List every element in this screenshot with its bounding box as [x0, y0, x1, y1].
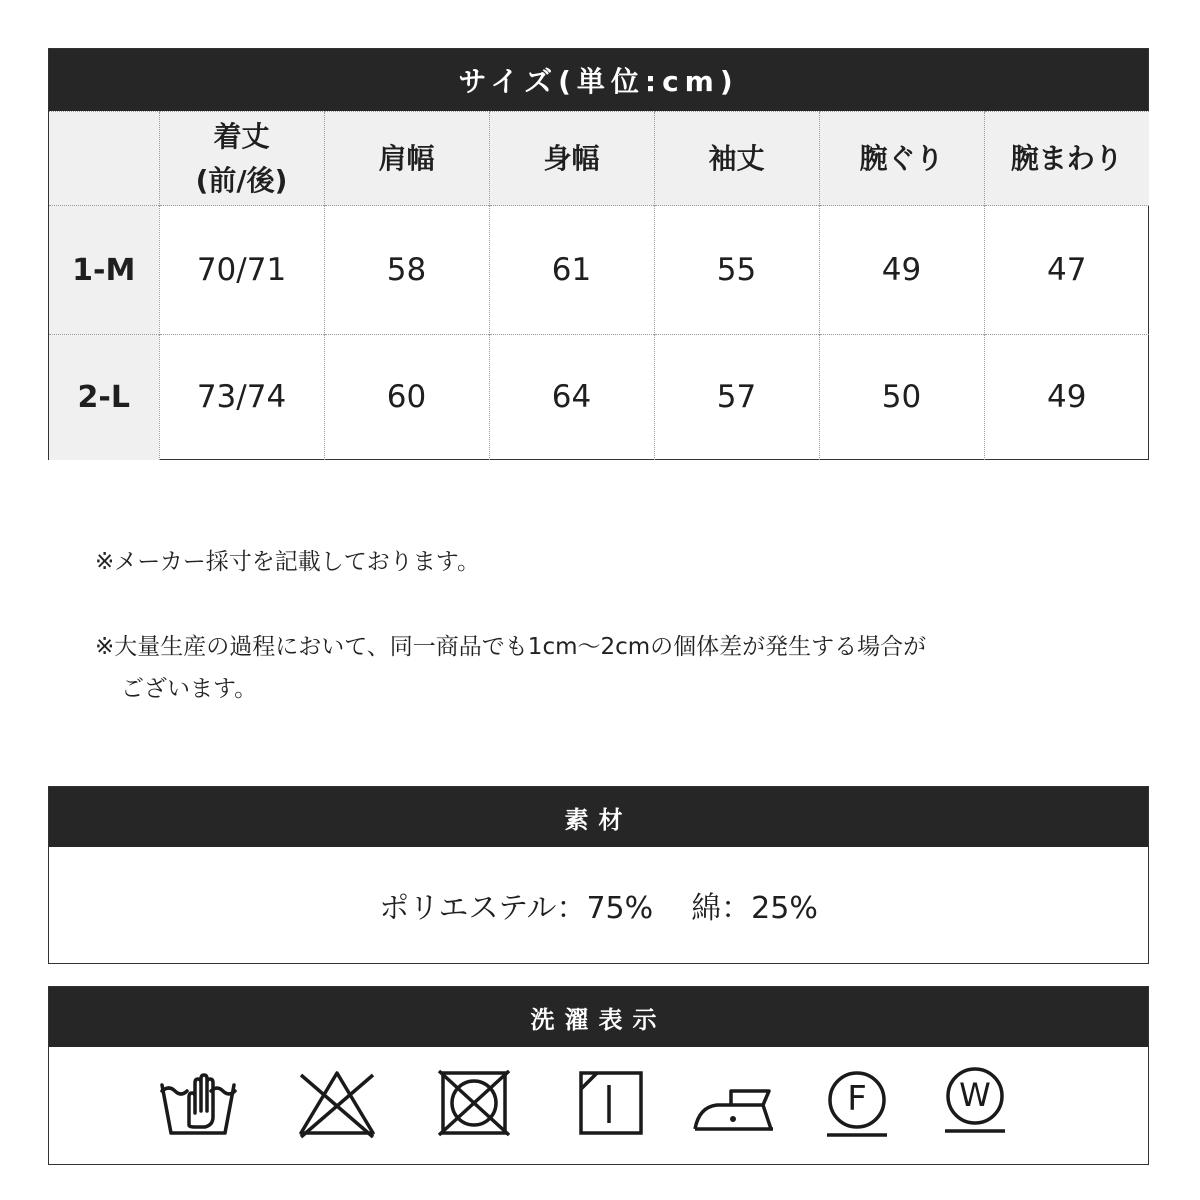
- material-section: [48, 786, 1149, 964]
- size-table-title: サイズ(単位:cm): [49, 49, 1148, 111]
- care-section: [48, 986, 1149, 1165]
- table-cell: 73/74: [159, 335, 324, 460]
- variance-note: [95, 626, 926, 710]
- size-label: 2-L: [49, 335, 159, 460]
- table-cell: 49: [819, 206, 984, 335]
- header-sublabel: (前/後): [195, 163, 288, 197]
- size-table: [48, 48, 1149, 460]
- table-cell: 49: [984, 335, 1149, 460]
- variance-note-line1: ※大量生産の過程において、同一商品でも1cm～2cmの個体差が発生する場合が: [95, 634, 927, 660]
- no-tumble-dry-icon: [435, 1067, 515, 1139]
- size-label: 1-M: [49, 206, 159, 335]
- table-cell: 60: [324, 335, 489, 460]
- material-title: 素材: [49, 787, 1148, 847]
- iron-low-icon: [691, 1067, 781, 1139]
- header-cell-body-width: 身幅: [489, 112, 654, 206]
- care-title: 洗濯表示: [49, 987, 1148, 1047]
- material-polyester: ポリエステル：75%: [379, 890, 654, 926]
- header-cell-sleeve: 袖丈: [654, 112, 819, 206]
- table-row: [49, 335, 1149, 460]
- size-grid: [49, 111, 1149, 460]
- variance-note-line2: ございます。: [121, 676, 258, 702]
- hand-wash-icon: [159, 1067, 239, 1139]
- dry-clean-letter: F: [847, 1079, 867, 1119]
- table-cell: 47: [984, 206, 1149, 335]
- header-label: 着丈: [213, 119, 270, 153]
- line-dry-shade-icon: [571, 1067, 651, 1139]
- wet-clean-letter: W: [959, 1076, 991, 1114]
- table-cell: 57: [654, 335, 819, 460]
- care-icons: [49, 1047, 1148, 1164]
- table-cell: 50: [819, 335, 984, 460]
- table-row: [49, 206, 1149, 335]
- table-cell: 61: [489, 206, 654, 335]
- header-cell-arm-circumference: 腕まわり: [984, 112, 1149, 206]
- table-cell: 70/71: [159, 206, 324, 335]
- header-cell-length: [159, 112, 324, 206]
- table-cell: 58: [324, 206, 489, 335]
- material-content: [49, 847, 1148, 962]
- material-cotton: 綿：25%: [691, 890, 818, 926]
- measurement-note: ※メーカー採寸を記載しております。: [95, 549, 480, 575]
- table-cell: 64: [489, 335, 654, 460]
- table-cell: 55: [654, 206, 819, 335]
- header-cell-armhole: 腕ぐり: [819, 112, 984, 206]
- header-row: [49, 112, 1149, 206]
- header-cell-empty: [49, 112, 159, 206]
- no-bleach-icon: [297, 1067, 377, 1139]
- header-cell-shoulder: 肩幅: [324, 112, 489, 206]
